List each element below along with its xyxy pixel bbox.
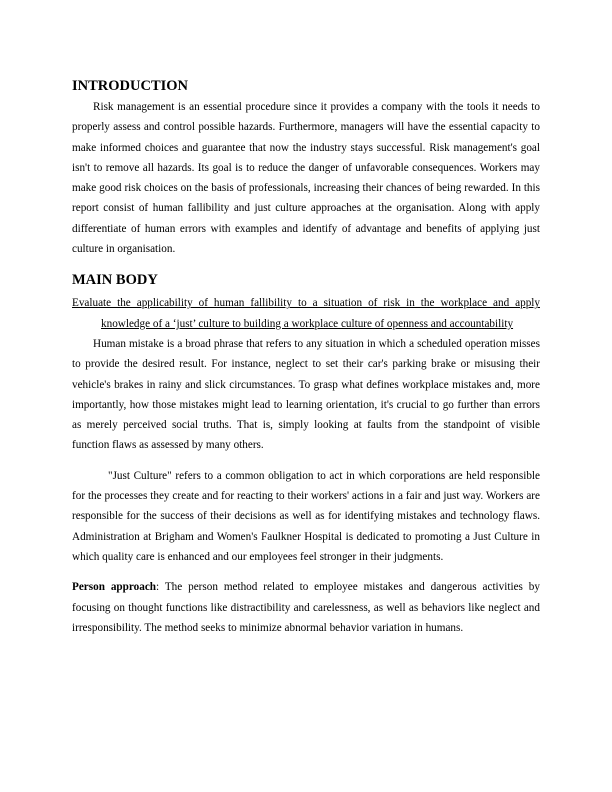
person-approach-label: Person approach [72,581,157,594]
page-content [72,76,540,638]
main-body-heading: MAIN BODY [72,272,158,289]
human-mistake-paragraph: Human mistake is a broad phrase that refers to any situation in which a scheduled operation misses to provide the desired result. For instance, neglect to set their car's parking brake or misusing their vehicle's brakes in rainy and slick circumstances. To grasp what defines workplace mistakes and, more importantly, how those mistakes might lead to learning orientation, it's crucial to go further than errors as merely perceived social truths. That is, simply looking at faults from the standpoint of visible function flaws as assessed by many others. [72,337,540,452]
person-approach-paragraph [72,577,540,638]
just-culture-paragraph: "Just Culture" refers to a common obligation to act in which corporations are held responsible for the processes they create and for reacting to their workers' actions in a fair and just way. Workers are responsible for the success of their decisions as well as for identifying mistakes and technology flaws. Administration at Brigham and Women's Faulkner Hospital is dedicated to promoting a Just Culture in which quality care is enhanced and our employees feel stronger in their judgments. [72,469,540,563]
person-approach-text: : The person method related to employee mistakes and dangerous activities by focusing on thought functions like distractibility and carelessness, as well as behaviors like neglect and irresponsibility. The method seeks to minimize abnormal behavior variation in humans. [72,581,540,634]
introduction-heading: INTRODUCTION [72,78,189,94]
main-body-subheading: Evaluate the applicability of human fallibility to a situation of risk in the workplace and apply knowledge of a ‘just’ culture to building a workplace culture of openness and accountability [72,297,540,330]
introduction-paragraph: Risk management is an essential procedure since it provides a company with the tools it needs to properly assess and control possible hazards. Furthermore, managers will have the essential capacity to make informed choices and guarantee that now the industry stays successful. Risk management's goal isn't to remove all hazards. Its goal is to reduce the danger of unfavorable consequences. Workers may make good risk choices on the basis of professionals, increasing their chances of being rewarded. In this report consist of human fallibility and just culture approaches at the organisation. Along with apply differentiate of human errors with examples and identify of advantage and benefits of applying just culture in organisation. [72,101,540,256]
